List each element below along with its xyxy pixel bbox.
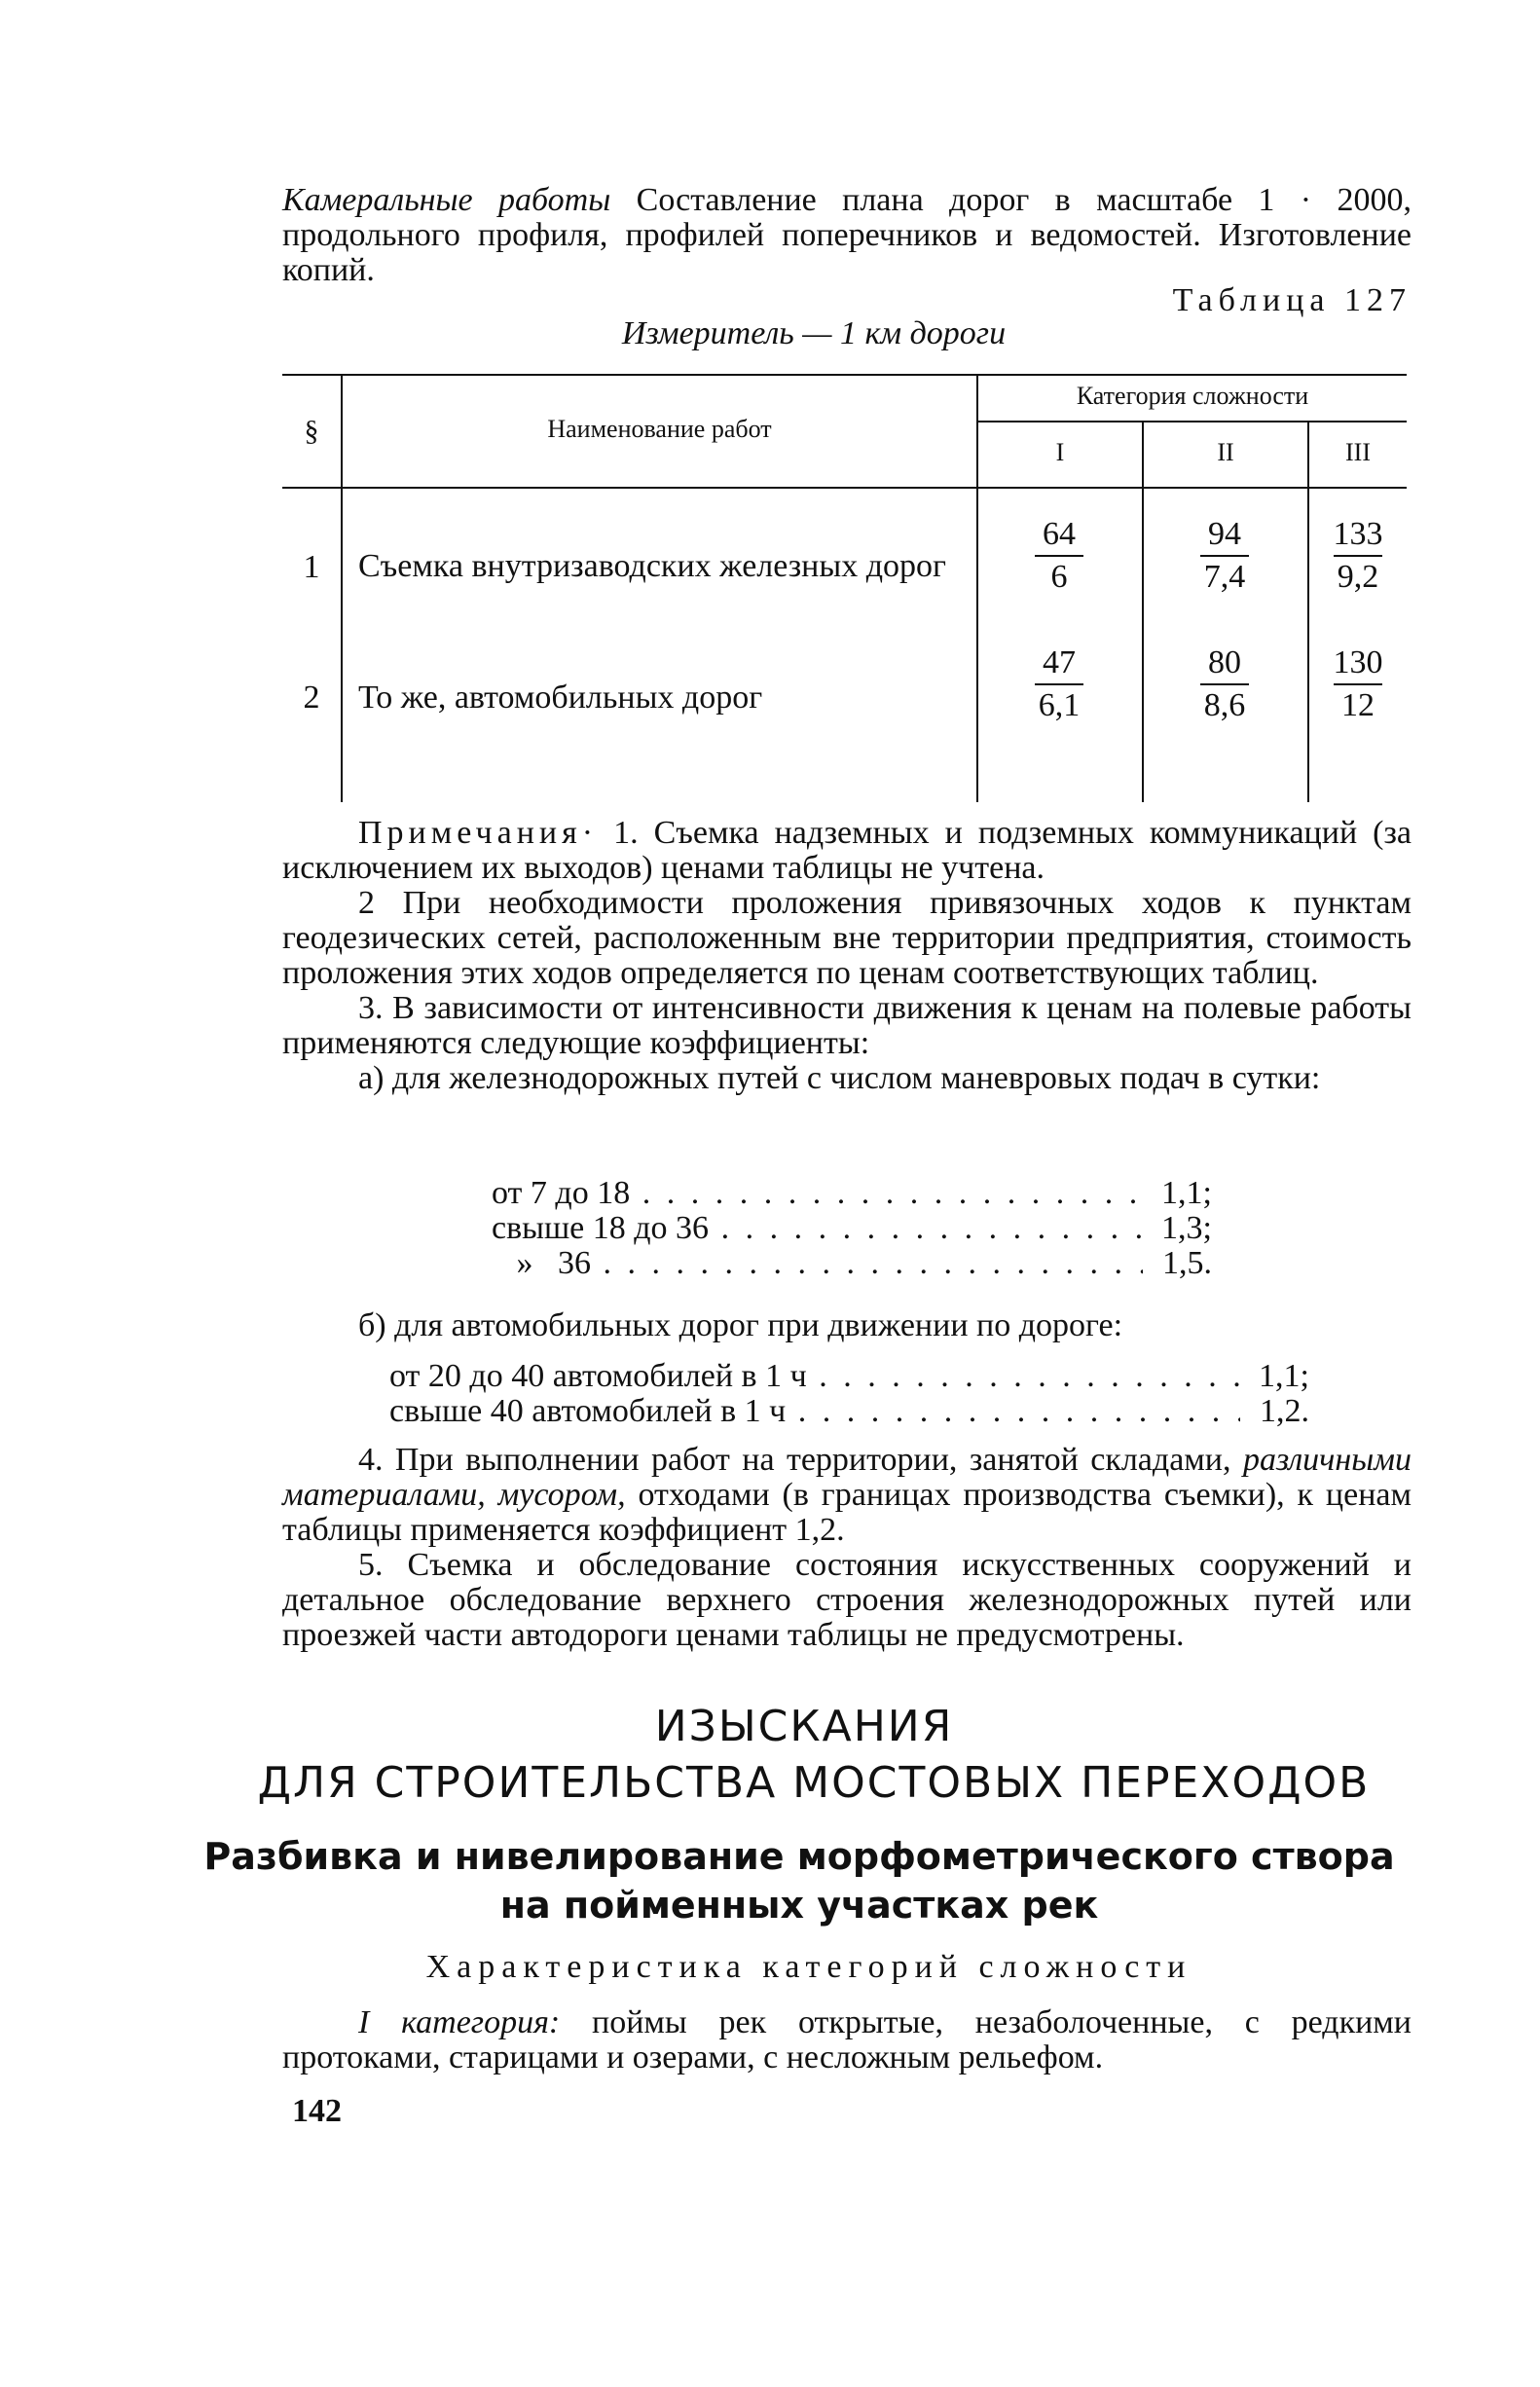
header-section-sign: § (304, 415, 319, 447)
note-3: 3. В зависимости от интенсивности движения к ценам на полевые работы применяются следующие коэффициенты: (282, 990, 1412, 1061)
row-1-number: 1 (303, 549, 320, 585)
page-number: 142 (292, 2093, 342, 2129)
notes-label: Примечания· (358, 815, 599, 851)
table-vline-3 (1142, 421, 1144, 802)
note-3b: б) для автомобильных дорог при движении по дороге: (358, 1307, 1123, 1343)
table-header-rule (282, 487, 1407, 489)
note-3a: а) для железнодорожных путей с числом маневровых подач в сутки: (358, 1060, 1321, 1096)
road-coef-row: от 20 до 40 автомобилей в 1 ч . . . 1,1; (389, 1359, 1309, 1394)
row-2-cat-2: 80 8,6 (1166, 644, 1283, 724)
section-title-1: ИЗЫСКАНИЯ (654, 1702, 954, 1751)
row-2-name: То же, автомобильных дорог (358, 679, 763, 716)
row-1-cat-2: 94 7,4 (1166, 516, 1283, 596)
table-number: Таблица 127 (1172, 282, 1412, 318)
price-table (282, 374, 1407, 802)
table-top-rule (282, 374, 1407, 376)
note-2: 2 При необходимости проложения привязочных ходов к пунктам геодезических сетей, расположенным вне территории предприятия, стоимость проложения этих ходов определяется по ценам соответствующих таблиц. (282, 885, 1412, 991)
header-category-2: II (1217, 438, 1234, 466)
intro-lead: Камеральные работы (282, 182, 611, 218)
row-2-cat-1: 47 6,1 (1001, 644, 1118, 724)
table-measurer: Измеритель — 1 км дороги (621, 315, 1007, 351)
table-category-rule (976, 421, 1407, 422)
notes-block-2 (282, 1443, 1412, 1653)
header-category-3: III (1345, 438, 1371, 466)
note-4: 4. При выполнении работ на территории, занятой складами, различными материалами, мусором, отходами (в границах производства съемки), к ценам таблицы применяется коэффициент 1,2. (282, 1442, 1412, 1548)
rail-coef-row: » 36 . . . 1,5. (492, 1246, 1212, 1281)
rail-coef-row: свыше 18 до 36 . . . 1,3; (492, 1211, 1212, 1246)
note-1: Примечания· 1. Съемка надземных и подземных коммуникаций (за исключением их выходов) ценами таблицы не учтена. (282, 815, 1412, 886)
header-category-1: I (1055, 438, 1065, 466)
intro-paragraph (282, 183, 1412, 288)
row-1-cat-3: 133 9,2 (1333, 516, 1383, 595)
header-category: Категория сложности (1076, 382, 1309, 410)
road-coefficients (389, 1359, 1309, 1429)
road-coef-row: свыше 40 автомобилей в 1 ч . . . 1,2. (389, 1394, 1309, 1429)
row-1-cat-1: 64 6 (1001, 516, 1118, 596)
section-subtitle-1: Разбивка и нивелирование морфометрического створа (203, 1835, 1395, 1878)
row-2-number: 2 (303, 679, 320, 716)
category-1-paragraph: I категория: поймы рек открытые, незаболоченные, с редкими протоками, старицами и озерами, с несложным рельефом. (282, 2004, 1412, 2075)
rail-coef-row: от 7 до 18 . . . 1,1; (492, 1176, 1212, 1211)
section-title-2: ДЛЯ СТРОИТЕЛЬСТВА МОСТОВЫХ ПЕРЕХОДОВ (257, 1758, 1371, 1808)
rail-coefficients (492, 1176, 1212, 1281)
category-1-lead: I категория: (358, 2004, 561, 2040)
row-1-name: Съемка внутризаводских железных дорог (358, 548, 946, 584)
section-heading: Характеристика категорий сложности (425, 1949, 1192, 1985)
row-2-cat-3: 130 12 (1333, 644, 1383, 723)
note-5: 5. Съемка и обследование состояния искусственных сооружений и детальное обследование верхнего строения железнодорожных путей или проезжей части автодороги ценами таблицы не предусмотрены. (282, 1547, 1412, 1653)
notes-block (282, 816, 1412, 1096)
intro-text: Составление плана дорог в масштабе 1 · 2000, продольного профиля, профилей поперечников и ведомостей. Изготовление копий. (282, 182, 1412, 288)
header-work-name: Наименование работ (547, 415, 772, 443)
table-vline-4 (1307, 421, 1309, 802)
section-subtitle-2: на пойменных участках рек (499, 1884, 1099, 1927)
